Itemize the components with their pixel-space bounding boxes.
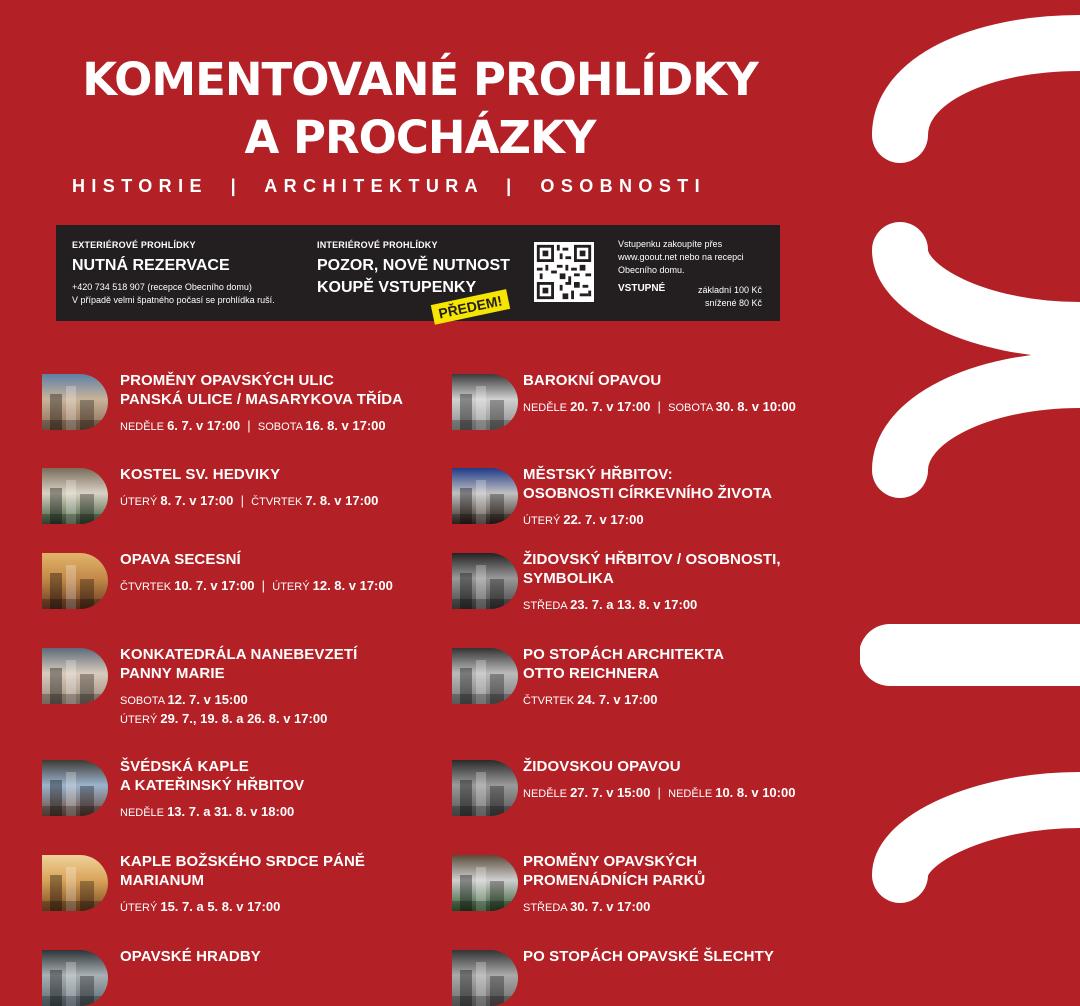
event-dates [523,897,650,918]
event-day: NEDĚLE [523,402,571,414]
fee-label: VSTUPNÉ [618,283,666,294]
event-day: SOBOTA [257,421,306,433]
event-dates [523,595,697,616]
interior-heading-1: POZOR, NOVĚ NUTNOST [317,257,510,274]
event-day: STŘEDA [523,902,571,914]
qr-code-icon[interactable] [534,242,594,302]
event-date-time: 10. 8. v 10:00 [715,785,796,800]
event-day: NEDĚLE [120,421,168,433]
chapel-photo [42,760,108,816]
event-day: ÚTERÝ [120,902,161,914]
event-date-time: 23. 7. a 13. 8. v 17:00 [570,597,698,612]
event-dates [523,783,795,804]
event-dates [120,897,280,918]
event-title: MĚSTSKÝ HŘBITOV: OSOBNOSTI CÍRKEVNÍHO ŽIVOTA [523,466,773,502]
event-day: ÚTERÝ [120,496,161,508]
event-day: ČTVRTEK [251,496,306,508]
event-title: ŽIDOVSKOU OPAVOU [523,758,681,775]
event-title: KONKATEDRÁLA NANEBEVZETÍ PANNY MARIE [120,646,358,682]
chapel-interior-photo [42,855,108,911]
event-day: NEDĚLE [523,788,571,800]
info-bar [56,225,780,321]
event-title: KAPLE BOŽSKÉHO SRDCE PÁNĚ MARIANUM [120,853,366,889]
exterior-phone: +420 734 518 907 (recepce Obecního domu) [72,282,252,292]
date-separator: | [240,418,258,433]
event-day: ČTVRTEK [523,695,578,707]
event-date-time: 15. 7. a 5. 8. v 17:00 [160,899,281,914]
fee-reduced: snížené 80 Kč [704,298,762,308]
event-date-time: 10. 7. v 17:00 [174,578,255,593]
page-title-line-1: KOMENTOVANÉ PROHLÍDKY [82,53,758,106]
event-date-time: 27. 7. v 15:00 [570,785,651,800]
event-dates [120,416,386,437]
art-nouveau-interior-photo [42,553,108,609]
date-separator: | [650,785,669,800]
event-day: NEDĚLE [668,788,716,800]
castle-photo [452,950,518,1006]
event-title: OPAVSKÉ HRADBY [120,948,261,965]
event-date-time: 6. 7. v 17:00 [167,418,241,433]
church-tower-photo [42,468,108,524]
event-title: ŠVÉDSKÁ KAPLE A KATEŘINSKÝ HŘBITOV [120,758,305,794]
event-date-time: 12. 7. v 15:00 [167,692,248,707]
event-date-time: 13. 7. a 31. 8. v 18:00 [167,804,295,819]
purchase-line-2: www.goout.net nebo na recepci [618,252,744,262]
event-title: ŽIDOVSKÝ HŘBITOV / OSOBNOSTI, SYMBOLIKA [523,551,781,587]
advance-purchase-stamp: PŘEDEM! [431,289,510,324]
event-dates [120,576,393,597]
event-title: PO STOPÁCH OPAVSKÉ ŠLECHTY [523,948,774,965]
townhouse-street-photo [42,374,108,430]
page-subtitle: HISTORIE | ARCHITEKTURA | OSOBNOSTI [72,176,707,196]
event-day: ČTVRTEK [120,581,175,593]
decorative-arcs-graphic [860,0,1080,969]
exterior-heading: NUTNÁ REZERVACE [72,257,230,274]
event-dates [120,709,327,730]
event-day: SOBOTA [668,402,716,414]
guide-photo [452,760,518,816]
interior-heading-2: KOUPĚ VSTUPENKY [317,279,477,296]
event-date-time: 12. 8. v 17:00 [312,578,393,593]
cathedral-photo [42,648,108,704]
date-separator: | [650,399,669,414]
date-separator: | [233,493,252,508]
event-dates [120,491,378,512]
park-walk-photo [452,855,518,911]
event-title: PROMĚNY OPAVSKÝCH ULIC PANSKÁ ULICE / MASARYKOVA TŘÍDA [120,372,404,408]
event-date-time: 8. 7. v 17:00 [160,493,234,508]
baroque-statue-photo [452,374,518,430]
event-dates [523,690,657,711]
event-dates [523,397,796,418]
fee-basic: základní 100 Kč [697,285,762,295]
event-date-time: 22. 7. v 17:00 [563,512,644,527]
event-dates [523,510,644,531]
cemetery-photo [452,468,518,524]
event-date-time: 7. 8. v 17:00 [305,493,379,508]
event-title: OPAVA SECESNÍ [120,551,241,568]
event-title: PO STOPÁCH ARCHITEKTA OTTO REICHNERA [523,646,724,682]
building-photo [452,648,518,704]
event-date-time: 24. 7. v 17:00 [577,692,658,707]
event-day: NEDĚLE [120,807,168,819]
event-date-time: 29. 7., 19. 8. a 26. 8. v 17:00 [160,711,328,726]
exterior-label: EXTERIÉROVÉ PROHLÍDKY [72,240,196,250]
interior-label: INTERIÉROVÉ PROHLÍDKY [317,240,438,250]
event-title: BAROKNÍ OPAVOU [523,372,662,389]
event-dates [120,690,248,711]
event-date-time: 30. 8. v 10:00 [715,399,796,414]
event-date-time: 30. 7. v 17:00 [570,899,651,914]
event-day: ÚTERÝ [523,515,564,527]
page-title-line-2: A PROCHÁZKY [244,111,596,164]
exterior-note: V případě velmi špatného počasí se prohlídka ruší. [72,295,275,305]
event-day: ÚTERÝ [120,714,161,726]
event-date-time: 16. 8. v 17:00 [305,418,386,433]
event-title: KOSTEL SV. HEDVIKY [120,466,281,483]
jewish-cemetery-photo [452,553,518,609]
event-title: PROMĚNY OPAVSKÝCH PROMENÁDNÍCH PARKŮ [523,853,706,889]
event-dates [120,802,294,823]
event-day: ÚTERÝ [272,581,313,593]
event-day: STŘEDA [523,600,571,612]
date-separator: | [254,578,273,593]
event-date-time: 20. 7. v 17:00 [570,399,651,414]
purchase-line-3: Obecního domu. [618,265,685,275]
city-walls-photo [42,950,108,1006]
event-day: SOBOTA [120,695,168,707]
purchase-line-1: Vstupenku zakoupíte přes [618,239,723,249]
